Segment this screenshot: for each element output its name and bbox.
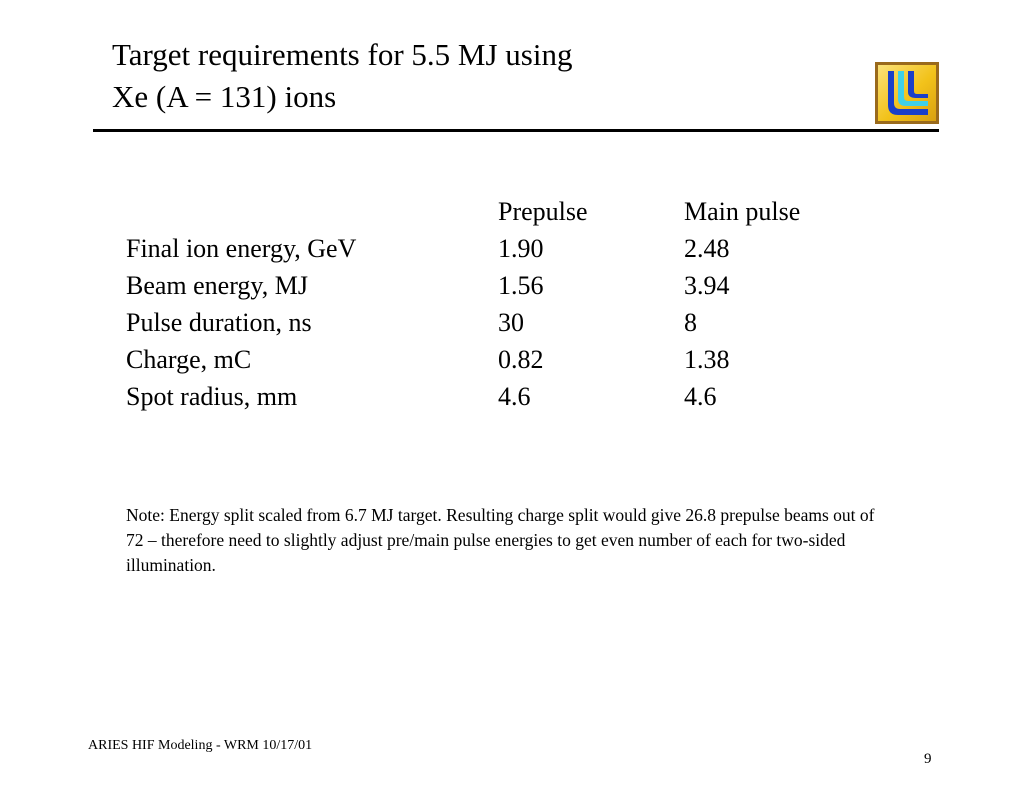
title-line-2: Xe (A = 131) ions	[112, 79, 337, 114]
table-row	[126, 378, 886, 415]
header-prepulse: Prepulse	[498, 197, 588, 226]
row-label: Charge, mC	[126, 345, 252, 374]
prepulse-value: 1.56	[498, 271, 544, 300]
row-label: Pulse duration, ns	[126, 308, 312, 337]
table-row	[126, 341, 886, 378]
prepulse-value: 30	[498, 308, 524, 337]
header-main-pulse: Main pulse	[684, 197, 801, 226]
table-header-row	[126, 193, 886, 230]
main-pulse-value: 8	[684, 308, 697, 337]
row-label: Spot radius, mm	[126, 382, 298, 411]
title-divider	[93, 129, 939, 132]
slide-title	[112, 34, 572, 118]
prepulse-value: 1.90	[498, 234, 544, 263]
prepulse-value: 0.82	[498, 345, 544, 374]
table-row	[126, 304, 886, 341]
main-pulse-value: 4.6	[684, 382, 717, 411]
requirements-table	[126, 193, 886, 415]
footer-text: ARIES HIF Modeling - WRM 10/17/01	[88, 738, 313, 753]
note-text: Note: Energy split scaled from 6.7 MJ target. Resulting charge split would give 26.8 prepulse beams out of 72 – therefore need to slightly adjust pre/main pulse energies to get even number of each for two-sided illumination.	[126, 505, 875, 575]
row-label: Final ion energy, GeV	[126, 234, 357, 263]
page-number: 9	[924, 751, 932, 767]
title-line-1: Target requirements for 5.5 MJ using	[112, 37, 573, 72]
table-row	[126, 267, 886, 304]
row-label: Beam energy, MJ	[126, 271, 308, 300]
main-pulse-value: 2.48	[684, 234, 730, 263]
main-pulse-value: 3.94	[684, 271, 730, 300]
prepulse-value: 4.6	[498, 382, 531, 411]
table-row	[126, 230, 886, 267]
main-pulse-value: 1.38	[684, 345, 730, 374]
llnl-logo-icon	[874, 61, 940, 125]
